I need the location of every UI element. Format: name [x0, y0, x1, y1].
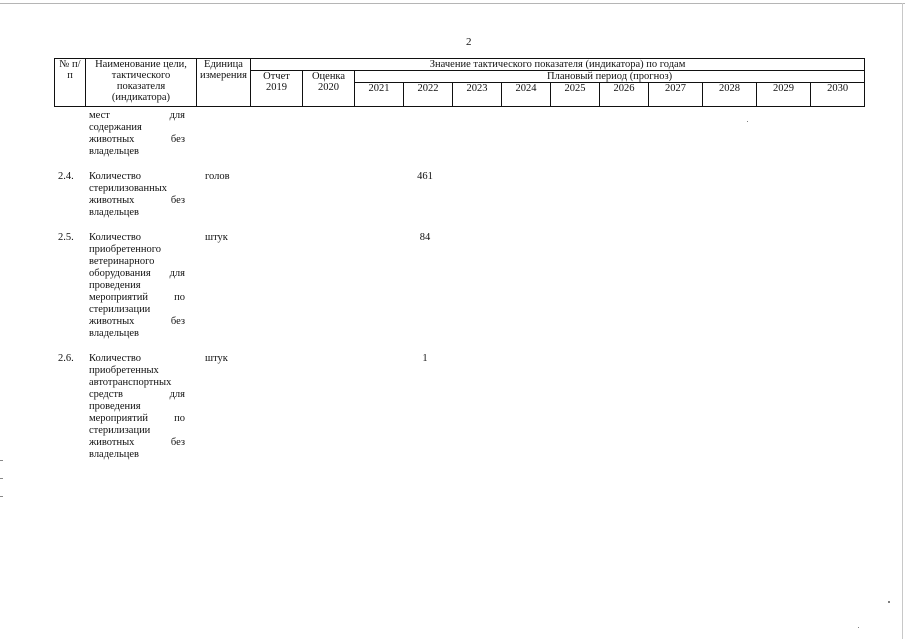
name-word: приобретенного [89, 244, 162, 255]
name-word: оборудования [89, 268, 151, 279]
name-word: без [170, 195, 185, 206]
name-line [89, 171, 185, 183]
name-word: стерилизации [89, 304, 151, 315]
row-name [89, 171, 185, 219]
name-word: мероприятий [89, 413, 148, 424]
name-word: по [174, 292, 185, 303]
row-unit: голов [205, 171, 230, 182]
name-word: без [170, 437, 185, 448]
header-values-title: Значение тактического показателя (индикатора) по годам [251, 59, 865, 71]
name-word: владельцев [89, 328, 139, 339]
name-line [89, 207, 185, 219]
name-word: без [170, 316, 185, 327]
header-plan-title: Плановый период (прогноз) [355, 71, 865, 83]
scan-margin-mark [0, 460, 3, 461]
name-line [89, 425, 185, 437]
name-word: владельцев [89, 449, 139, 460]
name-line [89, 401, 185, 413]
name-word: мероприятий [89, 292, 148, 303]
scan-margin-mark [0, 478, 3, 479]
name-word: без [170, 134, 185, 145]
name-word: животных [89, 316, 135, 327]
header-year: 2022 [404, 83, 453, 107]
name-word: ветеринарного [89, 256, 155, 267]
header-report: Отчет 2019 [251, 71, 303, 107]
header-year: 2028 [703, 83, 757, 107]
continuation-name [89, 110, 185, 158]
name-word: для [169, 110, 185, 121]
name-line [89, 183, 185, 195]
name-line [89, 353, 185, 365]
scan-speck [858, 627, 859, 628]
name-word: содержания [89, 122, 142, 133]
name-word: Количество [89, 171, 142, 182]
header-year: 2029 [757, 83, 811, 107]
name-line [89, 256, 185, 268]
name-word: для [169, 389, 185, 400]
name-word: средств [89, 389, 123, 400]
name-line [89, 328, 185, 340]
row-number: 2.5. [58, 232, 74, 243]
name-line [89, 365, 185, 377]
name-line [89, 449, 185, 461]
scan-speck [747, 121, 748, 122]
scan-right-border [902, 3, 903, 639]
header-year: 2024 [502, 83, 551, 107]
header-col-unit: Единица измерения [197, 59, 251, 107]
name-word: проведения [89, 401, 141, 412]
name-line [89, 292, 185, 304]
header-estimate: Оценка 2020 [303, 71, 355, 107]
name-word: автотранспортных [89, 377, 172, 388]
header-year: 2027 [649, 83, 703, 107]
scan-margin-mark [0, 496, 3, 497]
header-year: 2026 [600, 83, 649, 107]
name-line [89, 110, 185, 122]
name-word: для [169, 268, 185, 279]
scan-top-border [0, 3, 905, 4]
name-word: мест [89, 110, 110, 121]
name-line [89, 280, 185, 292]
name-word: стерилизованных [89, 183, 167, 194]
name-word: животных [89, 195, 135, 206]
row-value-2022: 84 [419, 232, 431, 243]
name-line [89, 316, 185, 328]
page-number: 2 [466, 36, 472, 48]
name-word: Количество [89, 232, 142, 243]
name-line [89, 195, 185, 207]
row-name [89, 353, 185, 461]
row-value-2022: 1 [422, 353, 428, 364]
name-line [89, 304, 185, 316]
header-year: 2023 [453, 83, 502, 107]
name-word: по [174, 413, 185, 424]
row-unit: штук [205, 353, 228, 364]
indicator-table-header [54, 58, 865, 107]
header-year: 2021 [355, 83, 404, 107]
name-word: проведения [89, 280, 141, 291]
name-word: животных [89, 134, 135, 145]
name-word: животных [89, 437, 135, 448]
name-line [89, 232, 185, 244]
header-col-name: Наименование цели, тактического показателя (индикатора) [86, 59, 197, 107]
name-word: владельцев [89, 207, 139, 218]
header-year: 2025 [551, 83, 600, 107]
name-line [89, 146, 185, 158]
name-line [89, 389, 185, 401]
name-line [89, 268, 185, 280]
row-value-2022: 461 [417, 171, 433, 182]
name-word: владельцев [89, 146, 139, 157]
name-line [89, 134, 185, 146]
name-word: стерилизации [89, 425, 151, 436]
name-line [89, 437, 185, 449]
row-name [89, 232, 185, 340]
row-unit: штук [205, 232, 228, 243]
scan-speck [888, 601, 890, 603]
row-number: 2.6. [58, 353, 74, 364]
name-word: приобретенных [89, 365, 159, 376]
name-word: Количество [89, 353, 142, 364]
header-col-number: № п/п [55, 59, 86, 107]
header-year: 2030 [811, 83, 865, 107]
name-line [89, 413, 185, 425]
name-line [89, 244, 185, 256]
name-line [89, 122, 185, 134]
name-line [89, 377, 185, 389]
row-number: 2.4. [58, 171, 74, 182]
